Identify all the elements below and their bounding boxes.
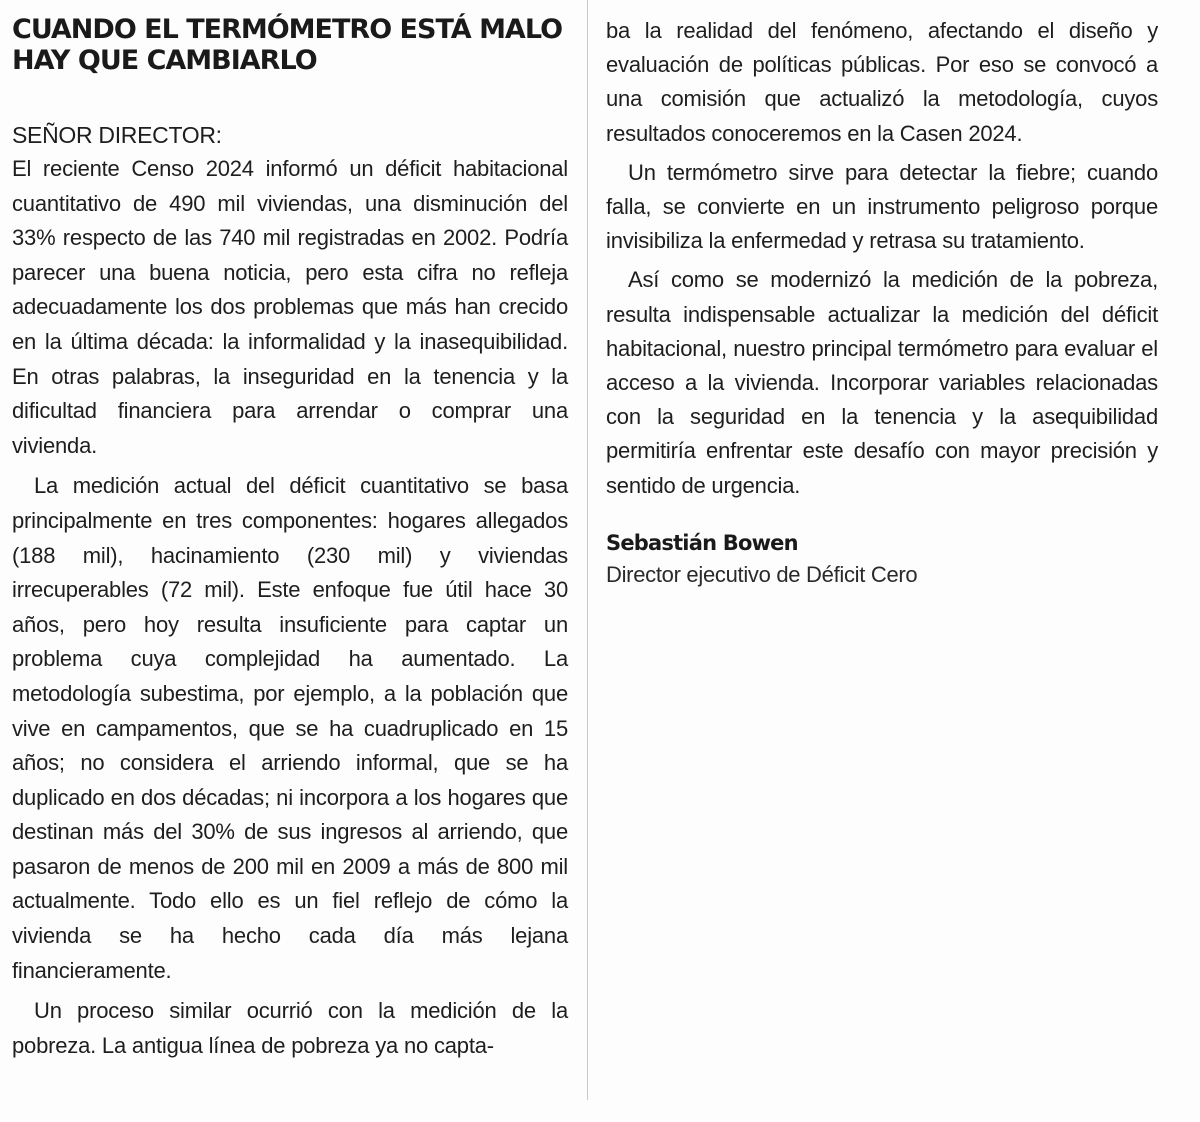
- paragraph-5: Así como se modernizó la medición de la pobreza, resulta indispensable actualizar la medición del déficit habitacional, nuestro principal termómetro para evaluar el acceso a la vivienda. Incorporar variables relacionadas con la seguridad en la tenencia y la asequibilidad permitiría enfrentar este desafío con mayor precisión y sentido de urgencia.: [606, 267, 1158, 498]
- letter-headline: CUANDO EL TERMÓMETRO ESTÁ MALO HAY QUE CAMBIARLO: [12, 14, 563, 76]
- paragraph-3-end: ba la realidad del fenómeno, afectando el diseño y evaluación de políticas públicas. Por eso se convocó a una comisión que actualizó la metodología, cuyos resultados conoceremos en la Casen 2024.: [606, 18, 1158, 146]
- column-divider: [587, 0, 588, 1100]
- author-name: Sebastián Bowen: [606, 530, 798, 555]
- signature-block: [606, 527, 1158, 591]
- right-column: [606, 14, 1158, 591]
- paragraph-2: La medición actual del déficit cuantitativo se basa principalmente en tres componentes: hogares allegados (188 mil), hacinamiento (230 mil) y viviendas irrecuperables (72 mil). Este enfoque fue útil hace 30 años, pero hoy resulta insuficiente para captar un problema cuya complejidad ha aumentado. La metodología subestima, por ejemplo, a la población que vive en campamentos, que se ha cuadruplicado en 15 años; no considera el arriendo informal, que se ha duplicado en dos décadas; ni incorpora a los hogares que destinan más del 30% de sus ingresos al arriendo, que pasaron de menos de 200 mil en 2009 a más de 800 mil actualmente. Todo ello es un fiel reflejo de cómo la vivienda se ha hecho cada día más lejana financieramente.: [12, 473, 568, 983]
- paragraph-4: Un termómetro sirve para detectar la fiebre; cuando falla, se convierte en un instrumento peligroso porque invisibiliza la enfermedad y retrasa su tratamiento.: [606, 159, 1158, 254]
- paragraph-3-full: [0, 0, 1, 1]
- paragraph-3-start: Un proceso similar ocurrió con la medición de la pobreza. La antigua línea de pobreza ya no capta-: [12, 998, 568, 1058]
- author-title: Director ejecutivo de Déficit Cero: [606, 561, 918, 587]
- left-column: [12, 14, 568, 1063]
- salutation: SEÑOR DIRECTOR:: [12, 122, 222, 148]
- paragraph-1: El reciente Censo 2024 informó un déficit habitacional cuantitativo de 490 mil viviendas, una disminución del 33% respecto de las 740 mil registradas en 2002. Podría parecer una buena noticia, pero esta cifra no refleja adecuadamente los dos problemas que más han crecido en la última década: la informalidad y la inasequibilidad. En otras palabras, la inseguridad en la tenencia y la dificultad financiera para arrendar o comprar una vivienda.: [12, 156, 568, 458]
